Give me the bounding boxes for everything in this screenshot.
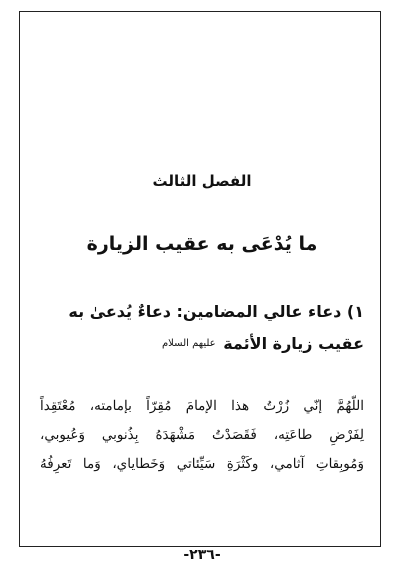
prayer-line-1: اللّهُمَّ إنّي زُرْتُ هذا الإمامَ مُقِرّاً بإمامته، مُعْتَقِداً [40,398,364,414]
section-heading-line-1: ١) دعاء عالي المضامين: دعاءٌ يُدعىٰ به [68,302,364,321]
chapter-title: ما يُدْعَى به عقيب الزيارة [86,233,318,255]
prayer-line-3: وَمُوبِقاتِ آثامي، وكَثْرَةِ سَيِّئاتي وَخَطاياي، وَما تَعرِفُهُ [40,456,364,472]
honorific-symbol: عليهم السلام [161,338,216,349]
prayer-line-2: لِفَرْضِ طاعَتِه، فَقَصَدْتُ مَشْهَدَهُ بِذُنوبي وَعُيوبي، [40,427,364,443]
section-heading-line-2 [40,328,364,360]
page-number: -٢٣٦- [183,547,221,563]
prayer-text [40,392,364,479]
chapter-label: الفصل الثالث [152,172,252,190]
section-heading [40,296,364,360]
section-heading-line-2-text: عقيب زيارة الأئمة [223,334,364,353]
